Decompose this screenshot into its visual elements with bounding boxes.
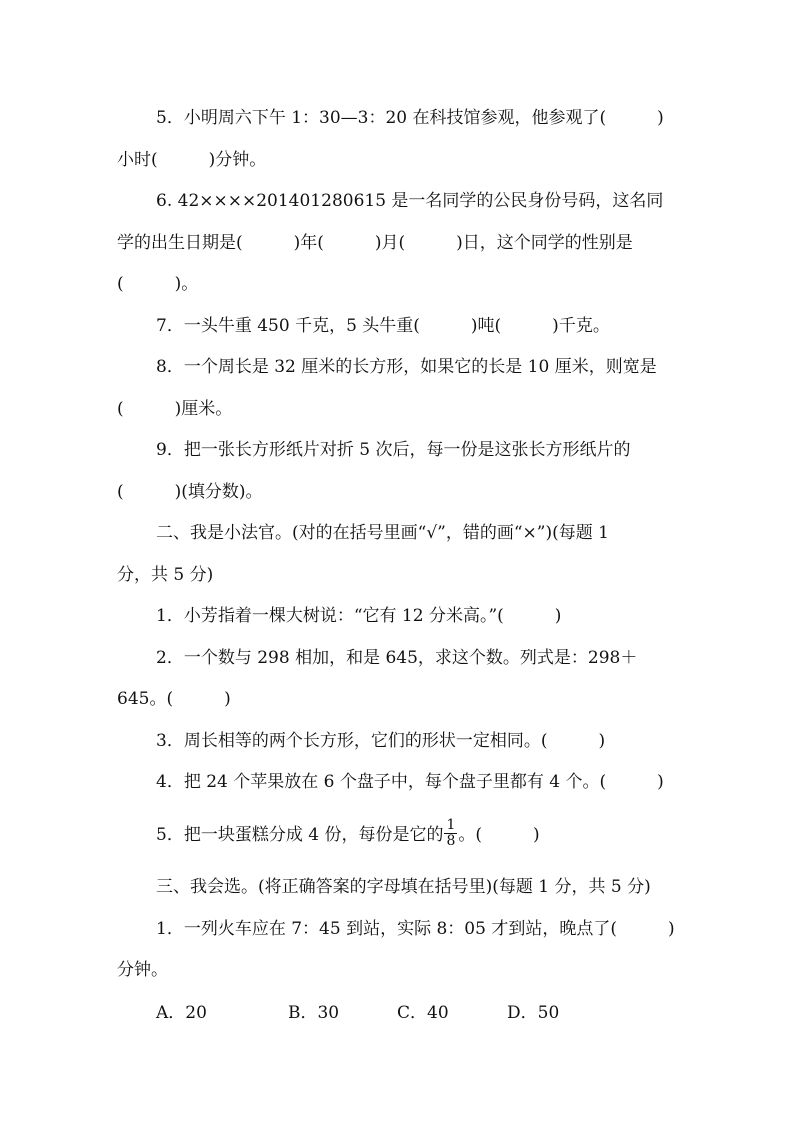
q7-line1: 7．一头牛重 450 千克，5 头牛重( )吨( )千克。 xyxy=(156,316,610,336)
s2-item2-line1: 2．一个数与 298 相加，和是 645，求这个数。列式是：298＋ xyxy=(156,648,638,668)
s2-item2-line2: 645。( ) xyxy=(117,689,231,709)
option-b: B．30 xyxy=(288,1003,340,1023)
option-a: A．20 xyxy=(156,1003,207,1023)
q8-line2: ( )厘米。 xyxy=(117,399,233,419)
option-d: D．50 xyxy=(507,1003,560,1023)
s3-q1-line1: 1．一列火车应在 7：45 到站，实际 8：05 才到站，晚点了( ) xyxy=(156,919,675,939)
s2-item1: 1．小芳指着一棵大树说：“它有 12 分米高。”( ) xyxy=(156,606,562,626)
q8-line1: 8．一个周长是 32 厘米的长方形，如果它的长是 10 厘米，则宽是 xyxy=(156,357,657,377)
q5-line1: 5．小明周六下午 1：30—3：20 在科技馆参观，他参观了( ) xyxy=(156,108,664,128)
section2-title-line1: 二、我是小法官。(对的在括号里画“√”，错的画“×”)(每题 1 xyxy=(156,523,609,543)
q5-line2: 小时( )分钟。 xyxy=(117,150,267,170)
section2-title-line2: 分，共 5 分) xyxy=(117,565,214,585)
s2-item5 xyxy=(156,817,540,851)
section3-title: 三、我会选。(将正确答案的字母填在括号里)(每题 1 分，共 5 分) xyxy=(156,877,651,897)
s2-item4: 4．把 24 个苹果放在 6 个盘子中，每个盘子里都有 4 个。( ) xyxy=(156,772,664,792)
q6-line1: 6. 42××××201401280615 是一名同学的公民身份号码，这名同 xyxy=(156,191,664,211)
q6-line2: 学的出生日期是( )年( )月( )日，这个同学的性别是 xyxy=(117,233,633,253)
q9-line2: ( )(填分数)。 xyxy=(117,482,263,502)
s2-item3: 3．周长相等的两个长方形，它们的形状一定相同。( ) xyxy=(156,731,606,751)
s2-item5-before: 5．把一块蛋糕分成 4 份，每份是它的 xyxy=(156,825,444,845)
s2-item5-after: 。( ) xyxy=(458,825,540,845)
q9-line1: 9．把一张长方形纸片对折 5 次后，每一份是这张长方形纸片的 xyxy=(156,440,631,460)
fraction-numerator: 1 xyxy=(446,817,456,833)
option-c: C．40 xyxy=(397,1003,449,1023)
s3-q1-line2: 分钟。 xyxy=(117,960,168,980)
fraction-denominator: 8 xyxy=(446,833,456,849)
q6-line3: ( )。 xyxy=(117,274,199,294)
fraction xyxy=(444,818,457,849)
